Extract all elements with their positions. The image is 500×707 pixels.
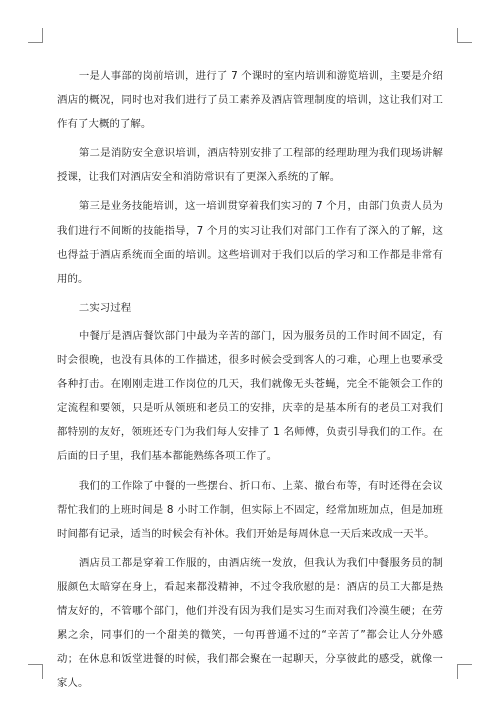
crop-mark-bottom-right [457,664,472,679]
crop-mark-top-left [28,28,43,43]
paragraph-chinese-restaurant: 中餐厅是酒店餐饮部门中最为辛苦的部门，因为服务员的工作时间不固定，有时会很晚，也没有具体的工作描述，很多时候会受到客人的刁难，心理上也要承受各种打击。在刚刚走进工作岗位的几天，我们就像无头苍蝇，完全不能领会工作的定流程和要领，只是听从领班和老员工的安排，庆幸的是基本所有的老员工对我们都特别的友好，领班还专门为我们每人安排了 1 名师傅，负责引导我们的工作。在后面的日子里，我们基本都能熟练各项工作了。 [57,329,443,463]
crop-mark-top-right [457,28,472,43]
paragraph-uniform-and-colleagues: 酒店员工都是穿着工作服的，由酒店统一发放，但我认为我们中餐服务员的制服颜色太暗穿在身上，看起来都没精神，不过令我欣慰的是：酒店的员工大都是热情友好的，不管哪个部门，他们并没有因为我们是实习生而对我们冷漠生硬；在劳累之余，同事们的一个甜美的微笑，一句再普通不过的“辛苦了”都会让人分外感动；在休息和饭堂进餐的时候，我们都会聚在一起聊天，分享彼此的感受，就像一家人。 [57,556,443,690]
document-body [57,64,443,700]
paragraph-fire-safety-training: 第二是消防安全意识培训，酒店特别安排了工程部的经理助理为我们现场讲解授课，让我们对酒店安全和消防常识有了更深入系统的了解。 [57,147,443,184]
section-heading-internship-process: 二实习过程 [78,301,132,314]
paragraph-skills-training: 第三是业务技能培训，这一培训贯穿着我们实习的 7 个月，由部门负责人员为我们进行不间断的技能指导，7 个月的实习让我们对部门工作有了深入的了解，这也得益于酒店系统而全面的培训。这些培训对于我们以后的学习和工作都是非常有用的。 [57,200,443,285]
paragraph-work-hours: 我们的工作除了中餐的一些摆台、折口布、上菜、撤台布等，有时还得在会议帮忙我们的上班时间是 8 小时工作制，但实际上不固定，经常加班加点，但是加班时间都有记录，适当的时候会有补休。我们开始是每周休息一天后来改成一天半。 [57,479,443,540]
crop-mark-bottom-left [28,664,43,679]
paragraph-onboarding-training: 一是人事部的岗前培训，进行了 7 个课时的室内培训和游览培训，主要是介绍酒店的概况，同时也对我们进行了员工素养及酒店管理制度的培训，这让我们对工作有了大概的了解。 [57,70,443,131]
